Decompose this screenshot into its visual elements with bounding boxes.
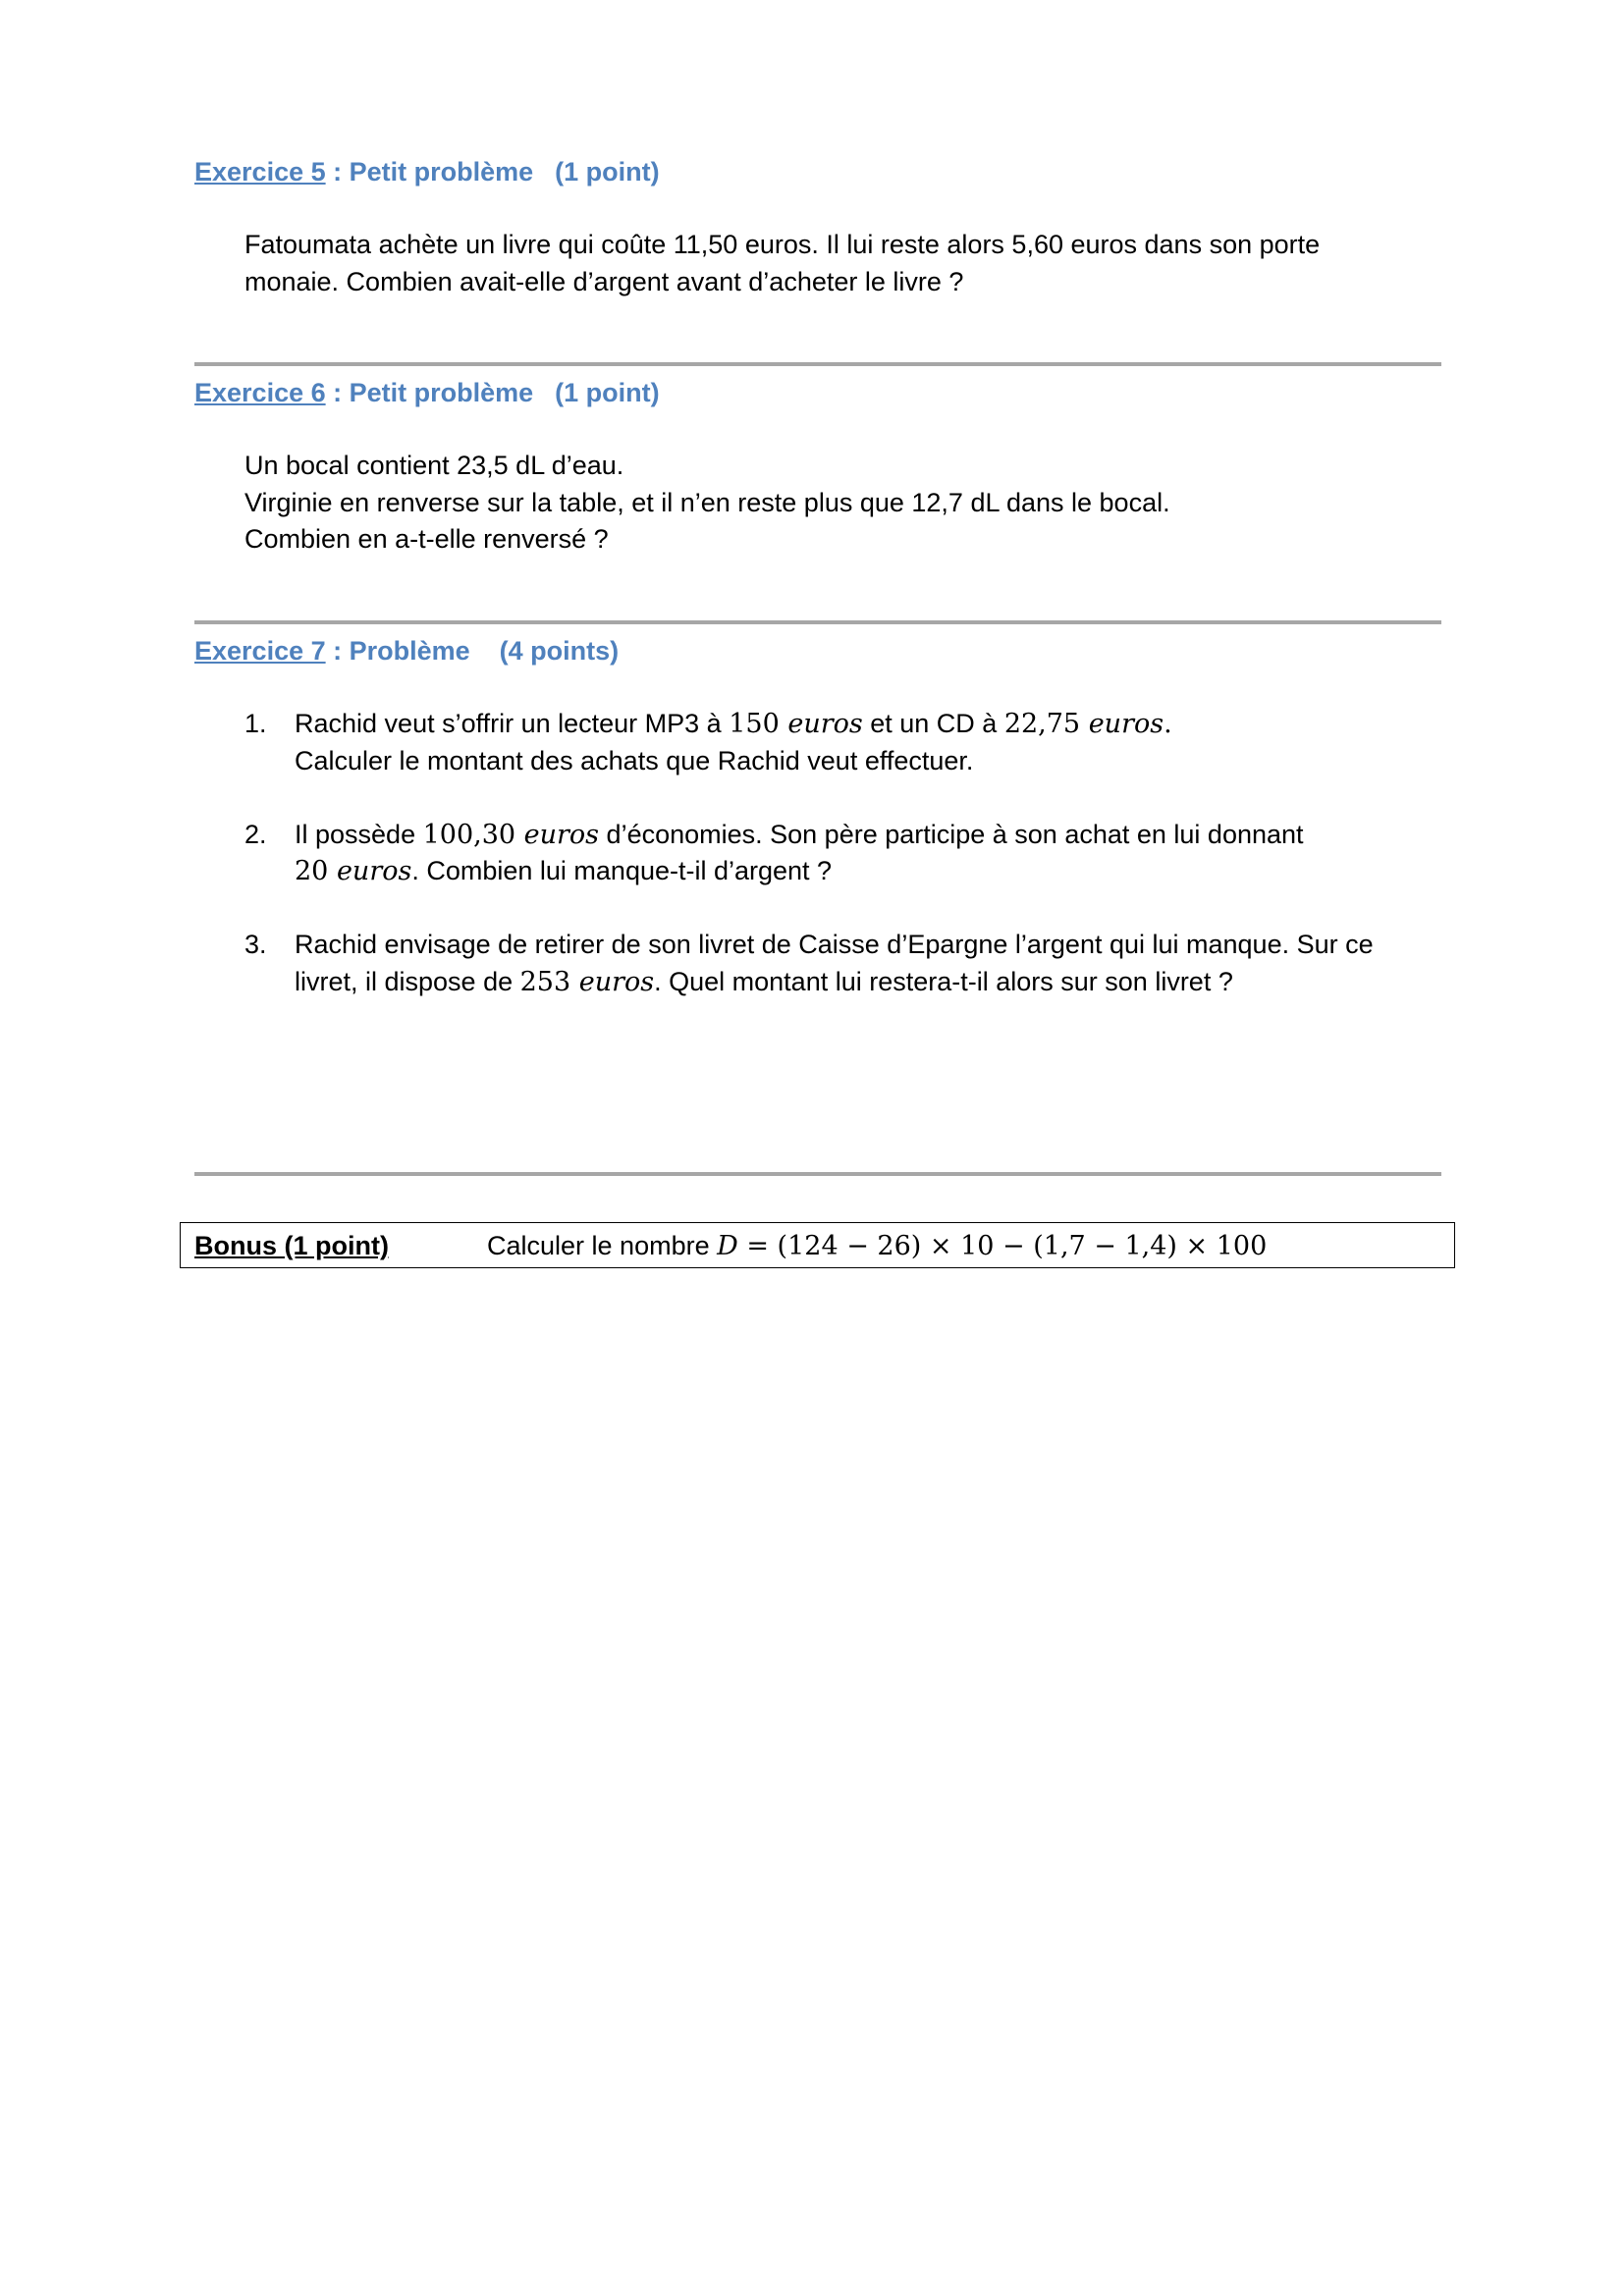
question-1-unit-1: euros — [787, 709, 863, 739]
exercise-5-line-1: Fatoumata achète un livre qui coûte 11,50 euros. Il lui reste alors 5,60 euros dans son porte — [244, 230, 1321, 259]
question-1 — [244, 706, 1441, 779]
exercise-5-points: (1 point) — [555, 157, 660, 187]
bonus-text: Calculer le nombre — [487, 1231, 718, 1260]
exercise-6-line-3: Combien en a-t-elle renversé ? — [244, 524, 609, 554]
question-3-line-2 — [295, 964, 1441, 1001]
exercise-5-name: Exercice 5 — [194, 157, 326, 187]
question-2-text-c: . Combien lui manque-t-il d’argent ? — [411, 856, 833, 885]
question-3-text-b: . Quel montant lui restera-t-il alors sur son livret ? — [654, 966, 1233, 996]
exercise-6-name: Exercice 6 — [194, 378, 326, 407]
separator-3 — [194, 1172, 1441, 1176]
separator-1 — [194, 362, 1441, 366]
question-1-line-1 — [295, 706, 1441, 743]
question-1-amount-2: 22,75 — [1003, 709, 1089, 739]
exercise-7-subtitle: : Problème — [325, 636, 470, 666]
question-2-number: 2. — [244, 819, 267, 849]
question-1-line-2: Calculer le montant des achats que Rachid veut effectuer. — [295, 745, 974, 775]
question-1-unit-2: euros — [1088, 709, 1164, 739]
bonus-label: Bonus (1 point) — [194, 1231, 389, 1260]
question-2-unit-2: euros — [336, 856, 412, 886]
exercise-6-line-2: Virginie en renverse sur la table, et il n’en reste plus que 12,7 dL dans le bocal. — [244, 487, 1170, 517]
exercise-5-title — [194, 154, 1441, 189]
exercise-7 — [194, 633, 1441, 1038]
exercise-7-points: (4 points) — [499, 636, 620, 666]
question-2-amount-1: 100,30 — [422, 819, 524, 850]
separator-2 — [194, 620, 1441, 624]
exercise-6 — [194, 375, 1441, 559]
question-1-text-a: Rachid veut s’offrir un lecteur MP3 à — [295, 709, 730, 738]
question-3-text-a: livret, il dispose de — [295, 966, 520, 996]
question-1-number: 1. — [244, 709, 267, 738]
exercise-6-line-1: Un bocal contient 23,5 dL d’eau. — [244, 451, 624, 480]
exercise-5-statement — [244, 227, 1441, 300]
question-2-line-1 — [295, 817, 1441, 854]
question-2-line-2 — [295, 853, 1441, 890]
exercise-6-subtitle: : Petit problème — [325, 378, 534, 407]
question-3-amount-1: 253 — [519, 966, 579, 997]
exercise-6-statement — [244, 448, 1441, 559]
exercise-7-title — [194, 633, 1441, 668]
bonus-statement — [487, 1228, 1267, 1264]
question-2-amount-2: 20 — [295, 856, 337, 886]
question-3-line-1: Rachid envisage de retirer de son livret de Caisse d’Epargne l’argent qui lui manque. Sur ce — [295, 930, 1374, 959]
exercise-5-subtitle: : Petit problème — [325, 157, 534, 187]
question-1-amount-1: 150 — [729, 709, 788, 739]
question-1-period: . — [1164, 709, 1172, 739]
question-3-number: 3. — [244, 930, 267, 959]
question-2-text-a: Il possède — [295, 819, 423, 849]
question-3 — [244, 927, 1441, 1000]
question-1-text-b: et un CD à — [862, 709, 1004, 738]
exercise-7-questions — [244, 706, 1441, 1000]
exercise-7-name: Exercice 7 — [194, 636, 326, 666]
question-3-unit-1: euros — [578, 966, 655, 997]
exercise-5 — [194, 154, 1441, 300]
question-2 — [244, 817, 1441, 890]
exercise-6-points: (1 point) — [555, 378, 660, 407]
question-2-unit-1: euros — [523, 819, 600, 850]
bonus-variable: D — [717, 1231, 738, 1261]
question-2-text-b: d’économies. Son père participe à son achat en lui donnant — [599, 819, 1304, 849]
bonus-expression: = (124 − 26) × 10 − (1,7 − 1,4) × 100 — [737, 1231, 1268, 1261]
bonus-box — [180, 1222, 1455, 1268]
exercise-5-line-2: monaie. Combien avait-elle d’argent avant d’acheter le livre ? — [244, 266, 964, 296]
exercise-6-title — [194, 375, 1441, 410]
